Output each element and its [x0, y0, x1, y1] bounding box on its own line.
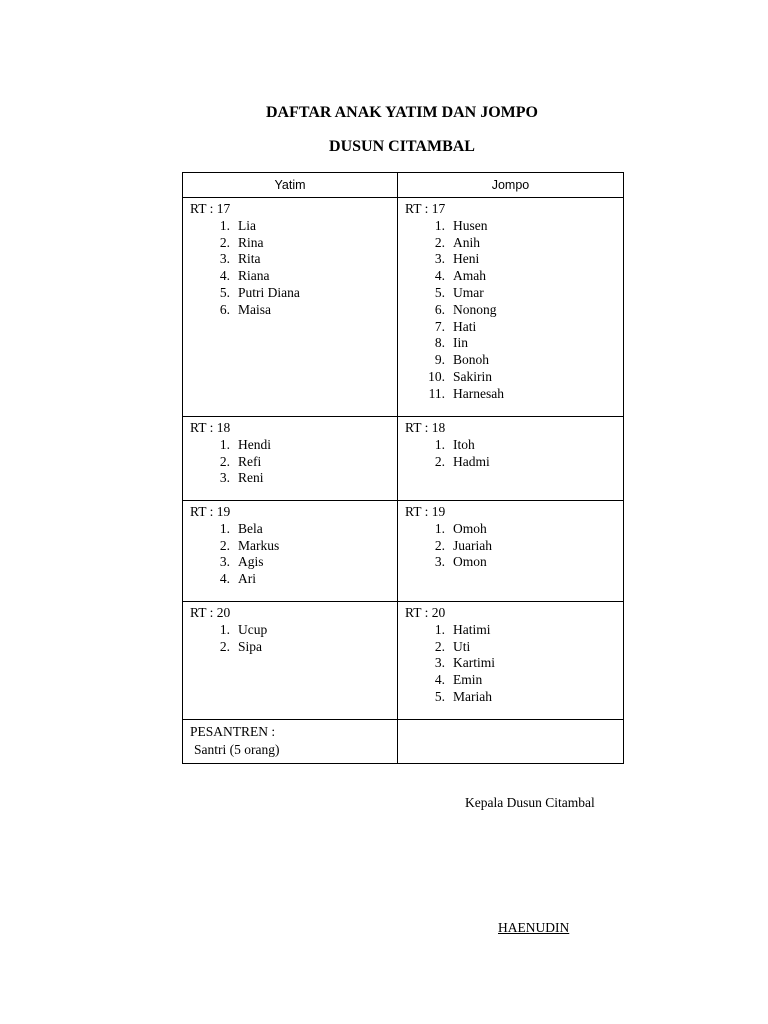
rt-label: RT : 17	[190, 201, 231, 216]
list-item-name: Rita	[238, 251, 261, 267]
list-item	[190, 302, 397, 319]
list-item-number: 10.	[428, 368, 445, 384]
list-item-number: 2.	[219, 537, 230, 553]
list-item-name: Emin	[453, 672, 483, 688]
list-item-name: Lia	[238, 217, 256, 233]
list-item-number: 4.	[434, 268, 445, 284]
list-item	[405, 437, 623, 454]
cell-jompo-rt17	[398, 198, 624, 417]
list-item-number: 2.	[434, 453, 445, 469]
list-item	[405, 335, 623, 352]
name-list	[190, 437, 397, 487]
name-list	[405, 521, 623, 571]
rt-label: RT : 20	[190, 605, 231, 620]
list-item-name: Refi	[238, 453, 262, 469]
list-item	[405, 538, 623, 555]
table-header-row	[183, 173, 624, 198]
list-item	[405, 521, 623, 538]
signature-position: Kepala Dusun Citambal	[465, 795, 595, 810]
list-item-number: 2.	[219, 453, 230, 469]
list-item-number: 3.	[219, 470, 230, 486]
cell-yatim-rt17	[183, 198, 398, 417]
list-item-number: 2.	[219, 234, 230, 250]
cell-empty	[398, 720, 624, 764]
list-item	[405, 672, 623, 689]
list-item-number: 4.	[434, 672, 445, 688]
list-item-name: Agis	[238, 554, 264, 570]
list-item-number: 1.	[219, 621, 230, 637]
list-item-name: Ari	[238, 571, 256, 587]
list-item	[190, 639, 397, 656]
name-list	[190, 622, 397, 656]
list-item-name: Iin	[453, 335, 468, 351]
table-row	[183, 198, 624, 417]
list-item-number: 4.	[219, 571, 230, 587]
list-item	[405, 352, 623, 369]
rt-label: RT : 18	[190, 420, 231, 435]
cell-pesantren	[183, 720, 398, 764]
list-item-number: 8.	[434, 335, 445, 351]
list-item-name: Rina	[238, 234, 264, 250]
list-item	[405, 386, 623, 403]
list-item	[190, 285, 397, 302]
list-item-name: Juariah	[453, 537, 492, 553]
rt-label: RT : 19	[405, 504, 446, 519]
list-item	[405, 302, 623, 319]
pesantren-label: PESANTREN :	[190, 724, 276, 739]
list-item	[405, 268, 623, 285]
table-row	[183, 602, 624, 720]
list-item-name: Mariah	[453, 688, 492, 704]
list-item-name: Amah	[453, 268, 486, 284]
list-item-number: 3.	[434, 554, 445, 570]
list-item-name: Ucup	[238, 621, 268, 637]
list-item-name: Reni	[238, 470, 264, 486]
list-item-number: 3.	[219, 554, 230, 570]
list-item-name: Omon	[453, 554, 487, 570]
list-item-number: 3.	[434, 251, 445, 267]
list-item-number: 11.	[428, 385, 445, 401]
rt-label: RT : 20	[405, 605, 446, 620]
list-item-number: 6.	[434, 301, 445, 317]
document-subtitle: DUSUN CITAMBAL	[329, 138, 475, 155]
cell-jompo-rt19	[398, 501, 624, 602]
list-item	[405, 285, 623, 302]
list-item	[190, 218, 397, 235]
list-item-name: Omoh	[453, 520, 487, 536]
cell-yatim-rt20	[183, 602, 398, 720]
list-item-number: 1.	[219, 436, 230, 452]
list-item	[190, 571, 397, 588]
list-item-number: 2.	[434, 234, 445, 250]
list-item-number: 5.	[434, 284, 445, 300]
rt-label: RT : 19	[190, 504, 231, 519]
list-item-name: Hatimi	[453, 621, 491, 637]
list-item-number: 5.	[434, 688, 445, 704]
list-item	[190, 251, 397, 268]
list-item	[190, 437, 397, 454]
list-item-name: Sakirin	[453, 368, 492, 384]
list-item-number: 4.	[219, 268, 230, 284]
name-list	[405, 437, 623, 471]
list-item-number: 5.	[219, 284, 230, 300]
list-item	[405, 369, 623, 386]
name-list	[190, 521, 397, 588]
list-item-name: Maisa	[238, 301, 271, 317]
list-item-name: Nonong	[453, 301, 497, 317]
list-item	[405, 218, 623, 235]
list-item-number: 2.	[219, 638, 230, 654]
list-item	[405, 319, 623, 336]
list-item-name: Anih	[453, 234, 480, 250]
list-item-number: 1.	[434, 520, 445, 536]
list-item-name: Husen	[453, 217, 488, 233]
list-item	[405, 689, 623, 706]
name-list	[405, 218, 623, 403]
list-item-name: Markus	[238, 537, 280, 553]
list-item-number: 9.	[434, 352, 445, 368]
rt-label: RT : 18	[405, 420, 446, 435]
list-item-number: 7.	[434, 318, 445, 334]
list-item-name: Kartimi	[453, 655, 495, 671]
list-item-number: 3.	[219, 251, 230, 267]
list-item-name: Heni	[453, 251, 480, 267]
list-item	[405, 454, 623, 471]
list-item	[190, 622, 397, 639]
list-item	[405, 251, 623, 268]
cell-jompo-rt20	[398, 602, 624, 720]
list-item-name: Hendi	[238, 436, 271, 452]
list-item-number: 1.	[219, 217, 230, 233]
list-item-name: Bonoh	[453, 352, 490, 368]
document-title: DAFTAR ANAK YATIM DAN JOMPO	[266, 104, 538, 121]
table-row-pesantren	[183, 720, 624, 764]
list-item-number: 2.	[434, 638, 445, 654]
list-item-name: Umar	[453, 284, 484, 300]
list-item-number: 1.	[434, 217, 445, 233]
list-item-name: Itoh	[453, 436, 475, 452]
list-item	[190, 454, 397, 471]
list-item-number: 2.	[434, 537, 445, 553]
list-item-number: 1.	[434, 621, 445, 637]
name-list	[190, 218, 397, 319]
list-item	[405, 622, 623, 639]
cell-jompo-rt18	[398, 417, 624, 501]
list-item-number: 6.	[219, 301, 230, 317]
signature-name: HAENUDIN	[498, 920, 570, 935]
data-table	[182, 172, 624, 764]
list-item-number: 3.	[434, 655, 445, 671]
rt-label: RT : 17	[405, 201, 446, 216]
header-yatim: Yatim	[183, 173, 398, 198]
list-item-name: Hadmi	[453, 453, 490, 469]
list-item	[405, 655, 623, 672]
list-item	[190, 235, 397, 252]
list-item	[190, 538, 397, 555]
pesantren-value: Santri (5 orang)	[194, 742, 280, 757]
list-item-number: 1.	[219, 520, 230, 536]
list-item-name: Putri Diana	[238, 284, 300, 300]
list-item	[405, 639, 623, 656]
cell-yatim-rt19	[183, 501, 398, 602]
list-item	[405, 235, 623, 252]
list-item	[190, 554, 397, 571]
header-jompo: Jompo	[398, 173, 624, 198]
table-row	[183, 417, 624, 501]
list-item-name: Uti	[453, 638, 471, 654]
list-item	[190, 268, 397, 285]
list-item	[190, 470, 397, 487]
list-item	[190, 521, 397, 538]
list-item	[405, 554, 623, 571]
cell-yatim-rt18	[183, 417, 398, 501]
list-item-number: 1.	[434, 436, 445, 452]
list-item-name: Riana	[238, 268, 270, 284]
list-item-name: Bela	[238, 520, 263, 536]
list-item-name: Harnesah	[453, 385, 504, 401]
table-row	[183, 501, 624, 602]
list-item-name: Hati	[453, 318, 477, 334]
list-item-name: Sipa	[238, 638, 263, 654]
name-list	[405, 622, 623, 706]
